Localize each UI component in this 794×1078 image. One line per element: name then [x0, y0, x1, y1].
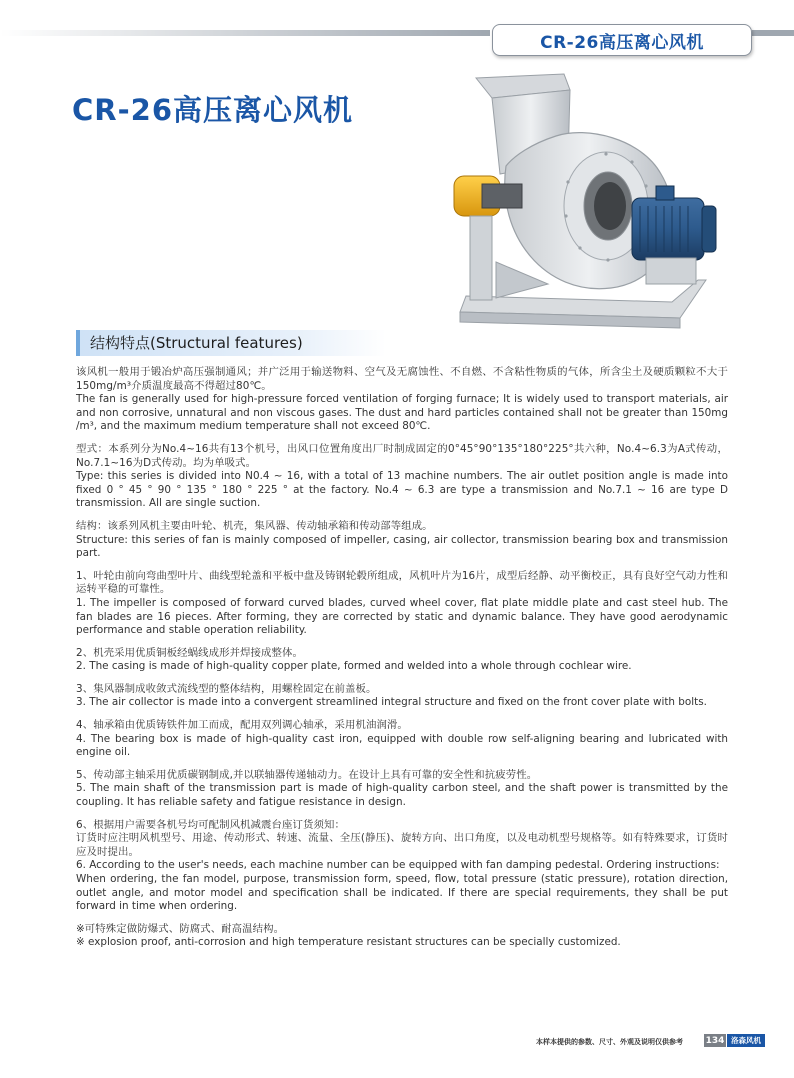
- header-rule-right: [752, 30, 794, 36]
- paragraph-bearing-box: [76, 719, 728, 760]
- paragraph-en: ※ explosion proof, anti-corrosion and high temperature resistant structures can be specially customized.: [76, 936, 621, 949]
- paragraph-cn: ※可特殊定做防爆式、防腐式、耐高温结构。: [76, 922, 285, 935]
- electric-motor: [632, 198, 704, 260]
- paragraph-cn: 5、传动部主轴采用优质碳钢制成,并以联轴器传递轴动力。在设计上具有可靠的安全性和抗疲劳性。: [76, 768, 538, 781]
- paragraph-en: Type: this series is divided into N0.4 ~ 16, with a total of 13 machine numbers. The air outlet position angle is made into fixed 0 ° 45 ° 90 ° 135 ° 180 ° 225 ° at the factory. No.4 ~ 6.3 are type a transmission and No.7.1 ~ 16 are type D transmission. All are single suction.: [76, 470, 728, 510]
- paragraph-en: 1. The impeller is composed of forward curved blades, curved wheel cover, flat plate middle plate and cast steel hub. The fan blades are 16 pieces. After forming, they are corrected by static and dynamic balance. They have good aerodynamic performance and stable operation reliability.: [76, 596, 728, 637]
- paragraph-cn: 该风机一般用于锻冶炉高压强制通风；并广泛用于输送物料、空气及无腐蚀性、不自燃、不含粘性物质的气体，所含尘土及硬质颗粒不大于150mg/m³介质温度最高不得超过80℃。: [76, 366, 728, 392]
- page-number: 134: [705, 1035, 725, 1046]
- paragraph-cn: 6、根据用户需要各机号均可配制风机减震台座订货须知：: [76, 818, 345, 831]
- paragraph-special: [76, 923, 728, 950]
- footer-brand: 洛森风机: [727, 1034, 765, 1047]
- header-tab: CR-26高压离心风机: [492, 24, 752, 56]
- paragraph-en: Structure: this series of fan is mainly composed of impeller, casing, air collector, transmission bearing box and transmission part.: [76, 533, 728, 560]
- paragraph-ordering: [76, 819, 728, 914]
- paragraph-en: 6. According to the user's needs, each machine number can be equipped with fan damping pedestal. Ordering instructions:: [76, 859, 720, 872]
- footer-disclaimer: 本样本提供的参数、尺寸、外观及说明仅供参考: [536, 1038, 683, 1046]
- paragraph-cn: 型式：本系列分为No.4~16共有13个机号，出风口位置角度出厂时制成固定的0°45°90°135°180°225°共六种，No.4~6.3为A式传动，No.7.1~16为D式传动。均为单吸式。: [76, 442, 728, 469]
- fan-product-image: [436, 66, 736, 346]
- paragraph-impeller: [76, 570, 728, 638]
- paragraph-en: The fan is generally used for high-pressure forced ventilation of forging furnace; It is widely used to transport materials, air and non corrosive, unnatural and non viscous gases. The dust and hard particles contained shall not be greater than 150mg /m³, and the maximum medium temperature shall not exceed 80℃.: [76, 393, 728, 433]
- paragraph-structure: [76, 520, 728, 561]
- paragraph-cn-2: 订货时应注明风机型号、用途、传动形式、转速、流量、全压(静压)、旋转方向、出口角度，以及电动机型号规格等。如有特殊要求，订货时应及时提出。: [76, 832, 728, 858]
- paragraph-cn: 3、集风器制成收敛式流线型的整体结构，用螺栓固定在前盖板。: [76, 682, 377, 695]
- paragraph-en: 2. The casing is made of high-quality copper plate, formed and welded into a whole through cochlear wire.: [76, 660, 632, 673]
- section-title: 结构特点(Structural features): [90, 334, 303, 352]
- paragraph-main-shaft: [76, 769, 728, 810]
- header-rule: [0, 30, 490, 36]
- paragraph-en: 4. The bearing box is made of high-quality cast iron, equipped with double row self-aligning bearing and lubricated with engine oil.: [76, 732, 728, 759]
- paragraph-usage: [76, 366, 728, 434]
- paragraph-cn: 结构：该系列风机主要由叶轮、机壳，集风器、传动轴承箱和传动部等组成。: [76, 519, 433, 532]
- paragraph-en: 5. The main shaft of the transmission part is made of high-quality carbon steel, and the shaft power is transmitted by the coupling. It has reliable safety and fatigue resistance in design.: [76, 782, 728, 809]
- paragraph-casing: [76, 647, 728, 674]
- paragraph-en: 3. The air collector is made into a convergent streamlined integral structure and fixed on the front cover plate with bolts.: [76, 696, 707, 709]
- paragraph-cn: 2、机壳采用优质铜板经蜗线成形并焊接成整体。: [76, 646, 304, 659]
- paragraph-type: [76, 443, 728, 511]
- structural-features-text: [76, 366, 728, 959]
- paragraph-cn: 1、叶轮由前向弯曲型叶片、曲线型轮盖和平板中盘及铸钢轮毂所组成，风机叶片为16片，成型后经静、动平衡校正，具有良好空气动力性和运转平稳的可靠性。: [76, 569, 728, 596]
- paragraph-en-2: When ordering, the fan model, purpose, transmission form, speed, flow, total pressure (static pressure), rotation direction, outlet angle, and motor model and specification shall be indicated. If there are special requirements, they shall be put forward in time when ordering.: [76, 873, 728, 913]
- paragraph-air-collector: [76, 683, 728, 710]
- page-title: CR-26高压离心风机: [72, 93, 354, 127]
- paragraph-cn: 4、轴承箱由优质铸铁件加工而成，配用双列调心轴承，采用机油润滑。: [76, 719, 408, 732]
- section-heading: [76, 330, 386, 356]
